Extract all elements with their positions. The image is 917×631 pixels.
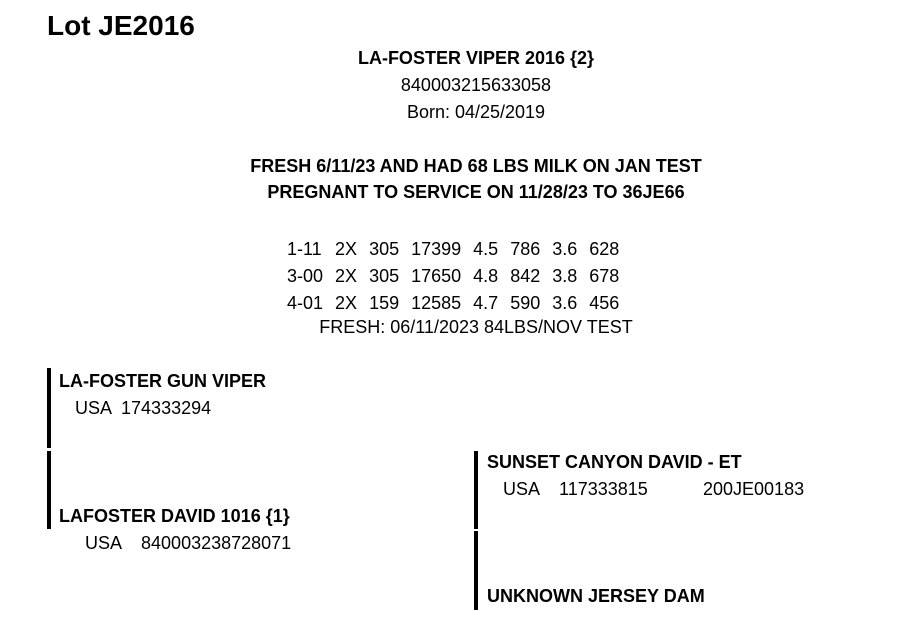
dam-registration: USA 840003238728071 xyxy=(85,533,292,553)
record-row xyxy=(281,263,625,290)
pedigree-mgd-line xyxy=(474,531,478,610)
pedigree-mgs-line xyxy=(474,451,478,529)
maternal-granddam-name: UNKNOWN JERSEY DAM xyxy=(487,586,705,606)
record-protein: 456 xyxy=(589,293,620,313)
record-row xyxy=(281,236,625,263)
animal-id: 840003215633058 xyxy=(400,75,552,95)
record-milk: 12585 xyxy=(411,293,462,313)
record-fat-pct: 4.8 xyxy=(473,266,499,286)
sire-name: LA-FOSTER GUN VIPER xyxy=(59,371,267,391)
record-fat-pct: 4.5 xyxy=(473,239,499,259)
record-milking-frequency: 2X xyxy=(335,266,358,286)
pedigree-dam-line xyxy=(47,451,51,529)
fresh-test-line: FRESH: 06/11/2023 84LBS/NOV TEST xyxy=(319,317,633,337)
animal-name: LA-FOSTER VIPER 2016 {2} xyxy=(357,48,595,68)
birth-date: Born: 04/25/2019 xyxy=(406,102,546,122)
maternal-grandsire-registration: USA 117333815 xyxy=(503,479,648,499)
record-days: 159 xyxy=(369,293,400,313)
record-age: 4-01 xyxy=(287,293,324,313)
record-fat: 786 xyxy=(510,239,541,259)
record-row xyxy=(281,290,625,317)
sire-registration: USA 174333294 xyxy=(75,398,212,418)
pedigree-sire-line xyxy=(47,368,51,448)
record-fat: 590 xyxy=(510,293,541,313)
production-records-table xyxy=(281,236,625,317)
record-fat-pct: 4.7 xyxy=(473,293,499,313)
record-milking-frequency: 2X xyxy=(335,293,358,313)
maternal-grandsire-code: 200JE00183 xyxy=(703,479,805,499)
record-protein-pct: 3.6 xyxy=(552,239,578,259)
note-pregnant: PREGNANT TO SERVICE ON 11/28/23 TO 36JE66 xyxy=(267,182,685,202)
maternal-grandsire-name: SUNSET CANYON DAVID - ET xyxy=(487,452,742,472)
record-protein-pct: 3.8 xyxy=(552,266,578,286)
record-protein: 678 xyxy=(589,266,620,286)
dam-name: LAFOSTER DAVID 1016 {1} xyxy=(59,506,290,526)
record-age: 1-11 xyxy=(287,239,322,259)
record-milking-frequency: 2X xyxy=(335,239,358,259)
record-days: 305 xyxy=(369,266,400,286)
record-age: 3-00 xyxy=(287,266,324,286)
note-fresh: FRESH 6/11/23 AND HAD 68 LBS MILK ON JAN TEST xyxy=(250,156,702,176)
record-protein-pct: 3.6 xyxy=(552,293,578,313)
record-milk: 17650 xyxy=(411,266,462,286)
record-protein: 628 xyxy=(589,239,620,259)
record-days: 305 xyxy=(369,239,400,259)
lot-title: Lot JE2016 xyxy=(47,10,195,41)
record-fat: 842 xyxy=(510,266,541,286)
record-milk: 17399 xyxy=(411,239,462,259)
